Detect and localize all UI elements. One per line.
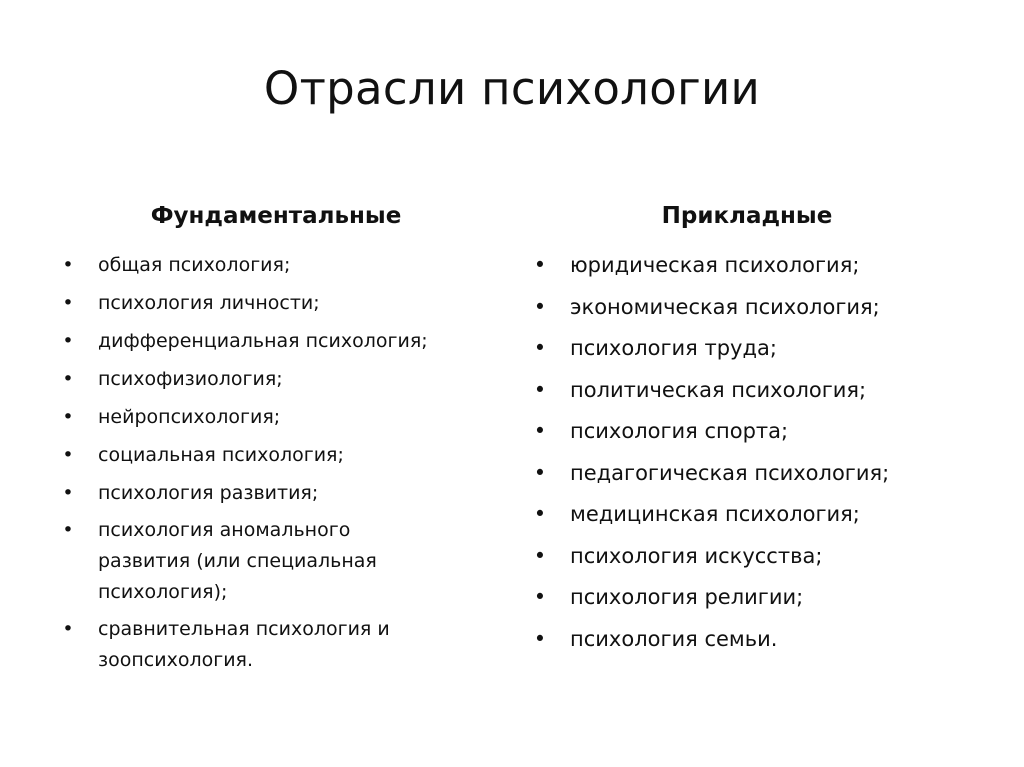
slide-title: Отрасли психологии — [263, 62, 761, 115]
list-item — [58, 325, 498, 357]
list-item-text: социальная психология; — [98, 444, 344, 466]
list-item-text: сравнительная психология и зоопсихология. — [98, 618, 390, 671]
bullet-icon: • — [62, 254, 74, 276]
bullet-icon: • — [533, 377, 547, 402]
bullet-icon: • — [533, 543, 547, 568]
bullet-icon: • — [533, 585, 547, 609]
list-item-text: медицинская психология; — [570, 502, 860, 526]
list-item-text: психология искусства; — [570, 543, 823, 568]
list-item-text: дифференциальная психология; — [98, 330, 428, 352]
list-item — [530, 333, 1000, 363]
list-item — [530, 375, 1000, 405]
bullet-icon: • — [62, 482, 74, 504]
list-item-text: политическая психология; — [570, 377, 867, 402]
list-item — [58, 515, 418, 608]
list-item-text: психофизиология; — [98, 368, 283, 390]
list-item — [58, 401, 498, 433]
list-item — [530, 250, 1000, 280]
list-item — [530, 582, 1000, 612]
bullet-icon: • — [62, 406, 74, 428]
bullet-icon: • — [62, 368, 74, 390]
list-item-text: психология труда; — [570, 336, 777, 360]
list-item — [58, 249, 498, 281]
list-item — [530, 458, 1000, 488]
bullet-icon: • — [62, 444, 74, 466]
list-item — [58, 439, 498, 471]
list-item — [58, 287, 498, 319]
list-item-text: педагогическая психология; — [570, 460, 890, 485]
applied-heading: Прикладные — [661, 203, 833, 229]
fundamental-list — [58, 249, 498, 682]
list-item — [530, 292, 1000, 322]
list-item-text: экономическая психология; — [570, 294, 880, 319]
bullet-icon: • — [533, 502, 547, 526]
list-item — [58, 363, 498, 395]
bullet-icon: • — [62, 519, 74, 541]
list-item-text: психология спорта; — [570, 419, 789, 443]
bullet-icon: • — [62, 618, 74, 640]
bullet-icon: • — [533, 626, 547, 651]
bullet-icon: • — [533, 419, 547, 443]
bullet-icon: • — [533, 294, 547, 319]
list-item-text: психология аномального развития (или специальная психология); — [98, 519, 377, 603]
bullet-icon: • — [533, 253, 547, 277]
list-item-text: общая психология; — [98, 254, 291, 276]
bullet-icon: • — [62, 292, 74, 314]
applied-list — [530, 250, 1000, 665]
list-item — [530, 499, 1000, 529]
list-item — [58, 477, 498, 509]
list-item — [530, 416, 1000, 446]
list-item-text: нейропсихология; — [98, 406, 281, 428]
list-item-text: юридическая психология; — [570, 253, 860, 277]
list-item-text: психология религии; — [570, 585, 804, 609]
bullet-icon: • — [533, 460, 547, 485]
fundamental-heading: Фундаментальные — [150, 203, 402, 229]
bullet-icon: • — [62, 330, 74, 352]
list-item-text: психология развития; — [98, 482, 319, 504]
list-item-text: психология личности; — [98, 292, 320, 314]
list-item — [530, 624, 1000, 654]
list-item — [58, 614, 458, 676]
bullet-icon: • — [533, 336, 547, 360]
list-item-text: психология семьи. — [570, 626, 778, 651]
list-item — [530, 541, 1000, 571]
